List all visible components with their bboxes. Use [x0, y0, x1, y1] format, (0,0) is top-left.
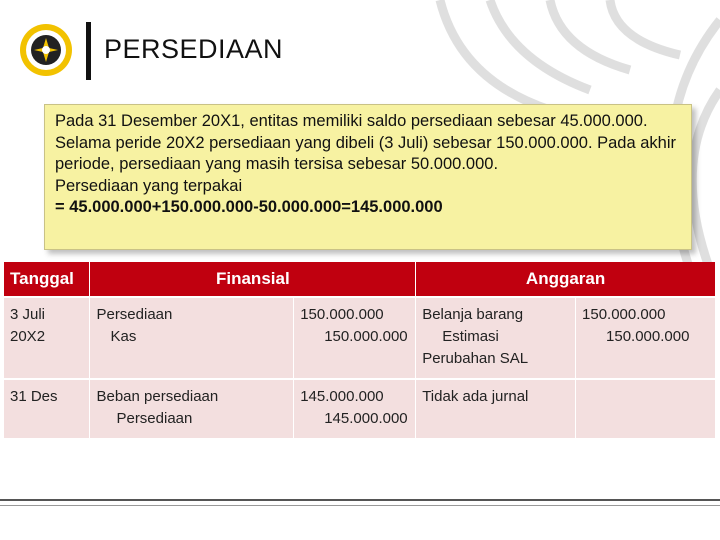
financial-account-cell — [90, 379, 294, 438]
financial-amount-cell — [294, 297, 416, 379]
footer-divider-thin — [0, 505, 720, 506]
header-anggaran: Anggaran — [416, 262, 716, 297]
credit-amount: 150.000.000 — [324, 328, 408, 345]
date-cell — [4, 297, 90, 379]
info-formula: = 45.000.000+150.000.000-50.000.000=145.000.000 — [55, 198, 443, 216]
credit-amount: 150.000.000 — [606, 328, 690, 345]
university-logo-icon — [18, 22, 74, 78]
date-line: 20X2 — [10, 328, 46, 345]
debit-account: Persediaan — [96, 306, 173, 323]
budget-account-cell — [416, 297, 576, 379]
info-box — [44, 104, 692, 250]
budget-account-cell — [416, 379, 576, 438]
page-title: PERSEDIAAN — [104, 34, 284, 64]
budget-amount-cell — [576, 379, 716, 438]
credit-account-continued: Perubahan SAL — [422, 350, 529, 367]
date-cell — [4, 379, 90, 438]
financial-amount-cell — [294, 379, 416, 438]
date-line: 3 Juli — [10, 306, 46, 323]
header-tanggal: Tanggal — [4, 262, 90, 297]
debit-account: Beban persediaan — [96, 388, 219, 405]
table-row — [4, 297, 716, 379]
footer-divider — [0, 499, 720, 501]
debit-amount: 150.000.000 — [300, 306, 384, 323]
financial-account-cell — [90, 297, 294, 379]
budget-amount-cell — [576, 297, 716, 379]
journal-table — [4, 262, 716, 438]
table-header-row — [4, 262, 716, 297]
credit-amount: 145.000.000 — [324, 410, 408, 427]
credit-account: Estimasi — [442, 328, 499, 345]
header-finansial: Finansial — [90, 262, 416, 297]
info-label: Persediaan yang terpakai — [55, 176, 243, 195]
debit-amount: 150.000.000 — [582, 306, 666, 323]
debit-amount: 145.000.000 — [300, 388, 384, 405]
info-paragraph: Pada 31 Desember 20X1, entitas memiliki saldo persediaan sebesar 45.000.000. Selama peride 20X2 persediaan yang dibeli (3 Juli) sebesar 150.000.000. Pada akhir periode, persediaan yang masih tersisa sebesar 50.000.000. — [55, 112, 676, 173]
debit-account: Belanja barang — [422, 306, 524, 323]
title-divider — [86, 22, 91, 80]
date-line: 31 Des — [10, 388, 58, 405]
budget-note: Tidak ada jurnal — [422, 388, 529, 405]
credit-account: Persediaan — [116, 410, 193, 427]
table-row — [4, 379, 716, 438]
credit-account: Kas — [110, 328, 137, 345]
